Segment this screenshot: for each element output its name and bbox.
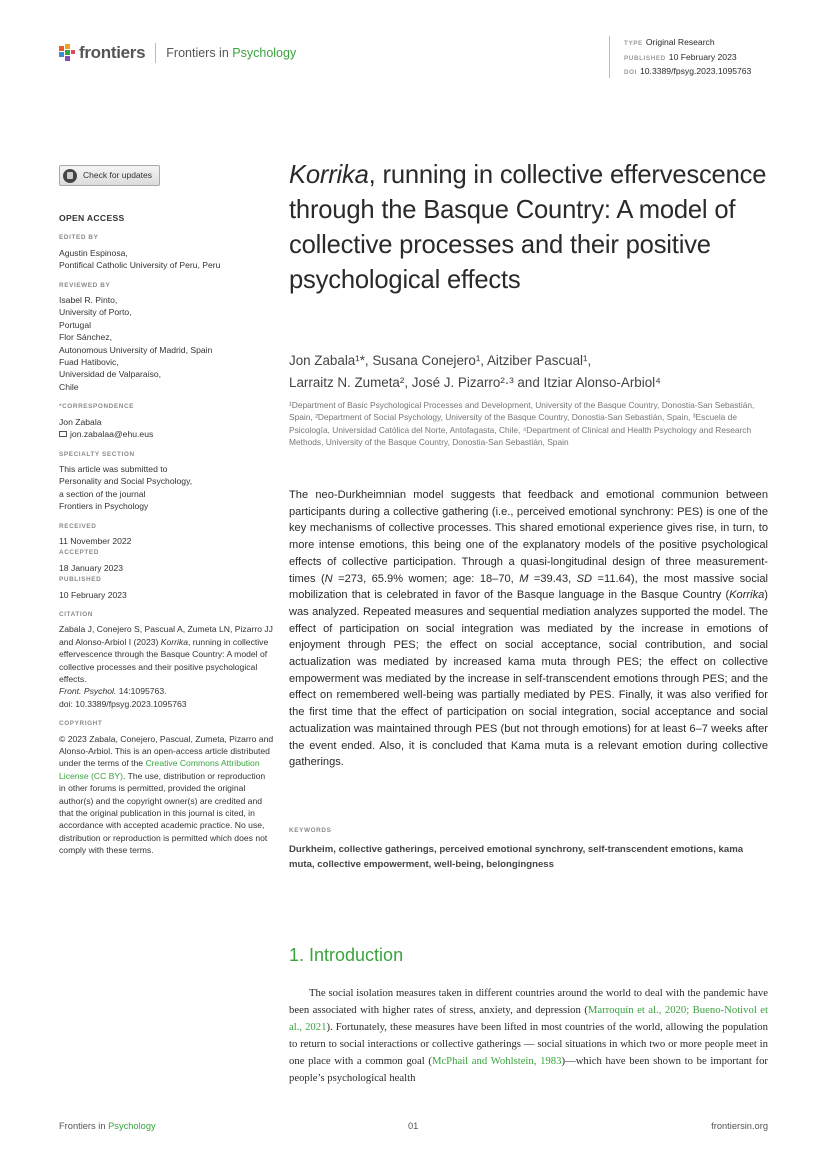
footer-journal[interactable]: Frontiers in Psychology: [59, 1121, 156, 1131]
copyright-section: COPYRIGHT © 2023 Zabala, Conejero, Pascual, Zumeta, Pizarro and Alonso-Arbiol. This is an open-access article distributed under the terms of the Creative Commons Attribution License (CC BY). The use, distribution or reproduction in other forums is permitted, provided the original author(s) and the copyright owner(s) are credited and that the original publication in this journal is cited, in accordance with accepted academic practice. No use, distribution or reproduction is permitted which does not comply with these terms.: [59, 720, 274, 856]
meta-published: PUBLISHED 10 February 2023: [624, 51, 737, 62]
affiliations: ¹Department of Basic Psychological Processes and Development, University of the Basque Country, Donostia-San Sebastián, Spain, ²Department of Social Psychology, University of the Basque Country, Donostia-San Sebastián, Spain, ³Escuela de Psicología, Universidad Católica del Norte, Antofagasta, Chile, ⁴Department of Clinical and Health Psychology and Research Methods, University of the Basque Country, Donostia-San Sebastián, Spain: [289, 400, 755, 447]
keywords-label: KEYWORDS: [289, 827, 332, 834]
edited-by-section: EDITED BY Agustin Espinosa, Pontifical Catholic University of Peru, Peru: [59, 234, 221, 271]
footer-site-link[interactable]: frontiersin.org: [711, 1121, 768, 1131]
abstract: The neo-Durkheimnian model suggests that feedback and emotional communion between participants during a collective gathering (i.e., perceived emotional synchrony: PES) is one of the key mechanisms of collective processes. This shared emotional experience gives rise, in turn, to more intense emotions, this being one of the explanatory models of the positive psychological effects of collective participation. Through a quasi-longitudinal design of three measurement-times (N =273, 65.9% women; age: 18–70, M =39.43, SD =11.64), the most massive social mobilization that is celebrated in favor of the Basque language in the Basque Country (Korrika) was analyzed. Repeated measures and sequential mediation analyzes supported the model. The effect of participation on social integration was mediated by the increase in emotions of enjoyment through PES; the effect on social acceptance, social contribution, and social actualization was mediated by increased kama muta through PES; the effect on collective empowerment was mediated by the increase in self-transcendent emotions through PES; and the effect on remembered well-being was partially mediated by PES. Finally, it was also verified for the first time that the effect of participation on social integration, social acceptance and social actualization was maintained through PES (but not through emotions) for at least 6–7 weeks after the event ended. Also, it is concluded that Kama muta is a relevant emotion during collective gatherings.: [289, 489, 768, 769]
article-meta: [609, 36, 751, 78]
journal-name[interactable]: Frontiers in Psychology: [166, 46, 297, 60]
dates-section: RECEIVED 11 November 2022 ACCEPTED 18 January 2023 PUBLISHED 10 February 2023: [59, 522, 132, 600]
publisher-brand: [59, 43, 296, 63]
citation-section: CITATION Zabala J, Conejero S, Pascual A, Zumeta LN, Pizarro JJ and Alonso-Arbiol I (2023) Korrika, running in collective effervescence through the Basque Country: A model of collective processes and their positive psychological effects. Front. Psychol. 14:1095763. doi: 10.3389/fpsyg.2023.1095763: [59, 610, 273, 709]
open-access-label: OPEN ACCESS: [59, 213, 125, 223]
check-for-updates-button[interactable]: Check for updates: [59, 165, 160, 186]
keywords: Durkheim, collective gatherings, perceived emotional synchrony, self-transcendent emotions, kama muta, collective empowerment, well-being, belongingness: [289, 844, 744, 870]
cc-by-license-link[interactable]: Creative Commons Attribution License (CC BY): [59, 758, 260, 781]
meta-doi[interactable]: DOI 10.3389/fpsyg.2023.1095763: [624, 66, 752, 76]
article-sidebar: [59, 165, 274, 857]
specialty-section: SPECIALTY SECTION This article was submitted to Personality and Social Psychology, a section of the journal Frontiers in Psychology: [59, 450, 193, 512]
envelope-icon: [59, 431, 67, 437]
reference-link[interactable]: Marroquín et al., 2020; Bueno-Notivol et al., 2021: [289, 1004, 768, 1034]
page-number: 01: [408, 1121, 419, 1131]
brand-separator: [155, 43, 156, 63]
update-icon: [63, 169, 77, 183]
meta-type: TYPE Original Research: [624, 37, 715, 47]
correspondence-section: *CORRESPONDENCE Jon Zabala jon.zabalaa@ehu.eus: [59, 401, 274, 440]
brand-name: frontiers: [79, 43, 146, 62]
frontiers-logo-icon: [59, 44, 75, 62]
section-heading-introduction: 1. Introduction: [289, 945, 404, 965]
author-list: Jon Zabala¹*, Susana Conejero¹, Aitziber Pascual¹, Larraitz N. Zumeta², José J. Pizarro²·³ and Itziar Alonso-Arbiol⁴: [289, 353, 661, 390]
reviewed-by-section: REVIEWED BY Isabel R. Pinto, University of Porto, Portugal Flor Sánchez, Autonomous University of Madrid, Spain Fuad Hatibovic, Universidad de Valparaiso, Chile: [59, 281, 213, 392]
correspondence-email[interactable]: jon.zabalaa@ehu.eus: [59, 428, 274, 440]
introduction-text: The social isolation measures taken in different countries around the world to deal with the pandemic have been associated with higher rates of stress, anxiety, and depression (Marroquín et al., 2020; Bueno-Notivol et al., 2021). Fortunately, these measures have been lifted in most countries of the world, allowing the population to return to social interactions or collective gatherings — social situations in which two or more people meet in one place with a common goal (McPhail and Wohlstein, 1983)—which have been shown to be important for people’s psychological health: [289, 987, 768, 1085]
reference-link[interactable]: McPhail and Wohlstein, 1983: [431, 1055, 562, 1068]
article-title: Korrika, running in collective effervescence through the Basque Country: A model of collective processes and their positive psychological effects: [289, 161, 767, 294]
